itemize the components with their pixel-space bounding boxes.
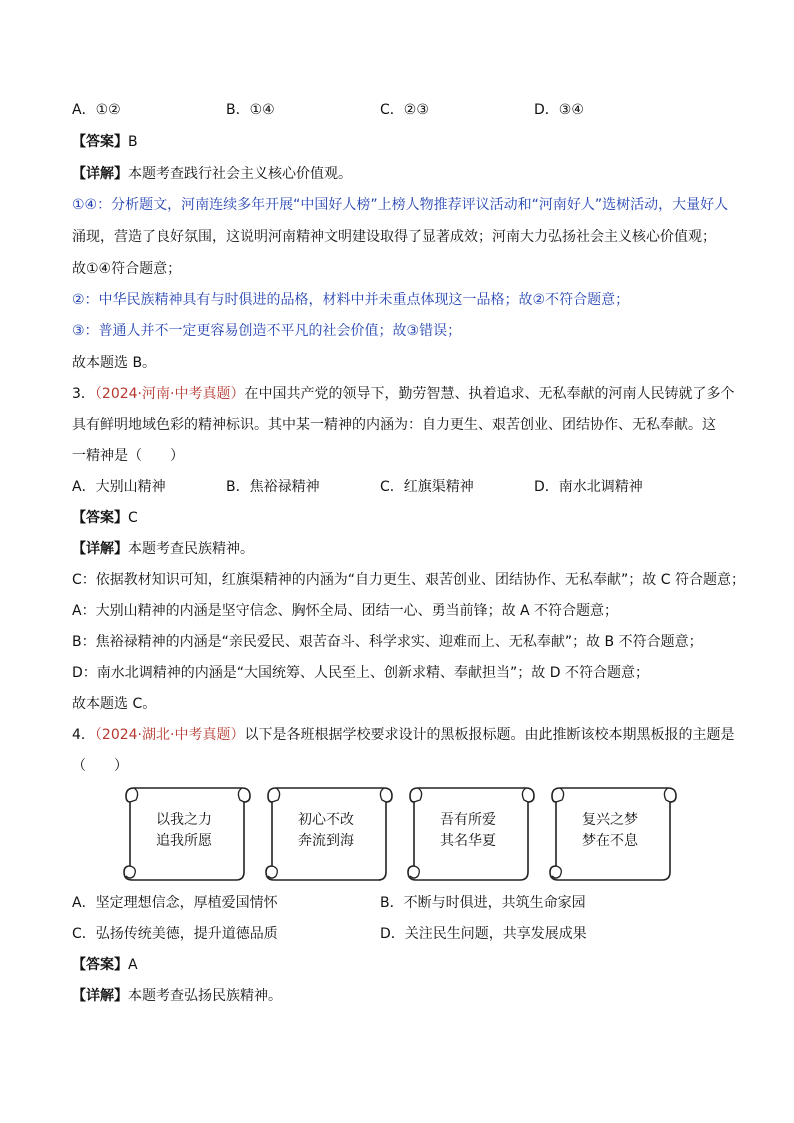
board-text — [416, 810, 520, 852]
stem-text: 在中国共产党的领导下，勤劳智慧、执着追求、无私奉献的河南人民铸就了多个 — [244, 386, 735, 402]
q2-answer — [72, 132, 138, 152]
board-line-2: 梦在不息 — [582, 833, 638, 849]
q4-option-b: B．不断与时俱进，共筑生命家园 — [380, 895, 586, 911]
q3-conclusion: 故本题选 C。 — [72, 696, 157, 712]
q3-stem-line3: 一精神是（ ） — [72, 448, 184, 464]
q2-option-d: D．③④ — [534, 102, 584, 118]
q2-conclusion: 故本题选 B。 — [72, 355, 157, 371]
board-line-1: 吾有所爱 — [440, 812, 496, 828]
q3-stem-line2: 具有鲜明地域色彩的精神标识。其中某一精神的内涵为：自力更生、艰苦创业、团结协作、无私奉献。这 — [72, 417, 716, 433]
q3-option-c: C．红旗渠精神 — [380, 479, 474, 495]
q3-explain-b: B：焦裕禄精神的内涵是“亲民爱民、艰苦奋斗、科学求实、迎难而上、无私奉献”；故 B 不符合题意； — [72, 634, 703, 650]
detail-tag: 【详解】 — [72, 541, 128, 557]
answer-value: B — [128, 134, 138, 150]
board-line-2: 奔流到海 — [298, 833, 354, 849]
blackboard-title-2 — [260, 784, 396, 884]
answer-tag: 【答案】 — [72, 957, 128, 973]
q2-option-c: C．②③ — [380, 102, 429, 118]
blackboard-title-1 — [118, 784, 254, 884]
q4-detail — [72, 986, 282, 1006]
q2-explain-14-line1: ①④：分析题文，河南连续多年开展“中国好人榜”上榜人物推荐评议活动和“河南好人”选树活动，大量好人 — [72, 197, 729, 213]
q3-stem-line1 — [72, 384, 734, 404]
board-line-1: 初心不改 — [298, 812, 354, 828]
q3-explain-d: D：南水北调精神的内涵是“大国统筹、人民至上、创新求精、奉献担当”；故 D 不符合题意； — [72, 665, 649, 681]
q2-explain-2: ②：中华民族精神具有与时俱进的品格，材料中并未重点体现这一品格；故②不符合题意； — [72, 292, 630, 308]
q3-explain-a: A：大别山精神的内涵是坚守信念、胸怀全局、团结一心、勇当前锋；故 A 不符合题意； — [72, 603, 619, 619]
q2-detail — [72, 164, 352, 184]
detail-tag: 【详解】 — [72, 166, 128, 182]
stem-text: 以下是各班根据学校要求设计的黑板报标题。由此推断该校本期黑板报的主题是 — [244, 727, 735, 743]
question-source: （2024·河南·中考真题） — [94, 386, 245, 402]
q4-option-d: D．关注民生问题，共享发展成果 — [380, 926, 587, 942]
q4-stem-line1 — [72, 725, 734, 745]
board-text — [558, 810, 662, 852]
q2-explain-14-line3: 故①④符合题意； — [72, 261, 182, 277]
q3-answer — [72, 508, 138, 528]
q4-stem-line2: （ ） — [72, 758, 128, 774]
q2-explain-3: ③：普通人并不一定更容易创造不平凡的社会价值；故③错误； — [72, 323, 462, 339]
answer-value: C — [128, 510, 138, 526]
q3-detail — [72, 539, 254, 559]
q2-option-a: A．①② — [72, 102, 121, 118]
answer-tag: 【答案】 — [72, 510, 128, 526]
answer-value: A — [128, 957, 138, 973]
q4-answer — [72, 955, 138, 975]
detail-text: 本题考查弘扬民族精神。 — [128, 988, 282, 1004]
question-source: （2024·湖北·中考真题） — [94, 727, 245, 743]
board-text — [274, 810, 378, 852]
q3-option-a: A．大别山精神 — [72, 479, 166, 495]
q4-option-a: A．坚定理想信念，厚植爱国情怀 — [72, 895, 278, 911]
q3-option-d: D．南水北调精神 — [534, 479, 643, 495]
board-line-2: 追我所愿 — [156, 833, 212, 849]
question-number: 3． — [72, 386, 95, 402]
board-line-2: 其名华夏 — [440, 833, 496, 849]
detail-tag: 【详解】 — [72, 988, 128, 1004]
board-line-1: 以我之力 — [156, 812, 212, 828]
q3-option-b: B．焦裕禄精神 — [226, 479, 320, 495]
q3-explain-c: C：依据教材知识可知，红旗渠精神的内涵为“自力更生、艰苦创业、团结协作、无私奉献”；故 C 符合题意； — [72, 572, 745, 588]
detail-text: 本题考查民族精神。 — [128, 541, 254, 557]
blackboard-title-4 — [544, 784, 680, 884]
q4-option-c: C．弘扬传统美德，提升道德品质 — [72, 926, 278, 942]
q2-option-b: B．①④ — [226, 102, 275, 118]
detail-text: 本题考查践行社会主义核心价值观。 — [128, 166, 352, 182]
question-number: 4． — [72, 727, 95, 743]
q2-explain-14-line2: 涌现，营造了良好氛围，这说明河南精神文明建设取得了显著成效；河南大力弘扬社会主义核心价值观； — [72, 229, 716, 245]
board-line-1: 复兴之梦 — [582, 812, 638, 828]
blackboard-title-3 — [402, 784, 538, 884]
board-text — [132, 810, 236, 852]
answer-tag: 【答案】 — [72, 134, 128, 150]
